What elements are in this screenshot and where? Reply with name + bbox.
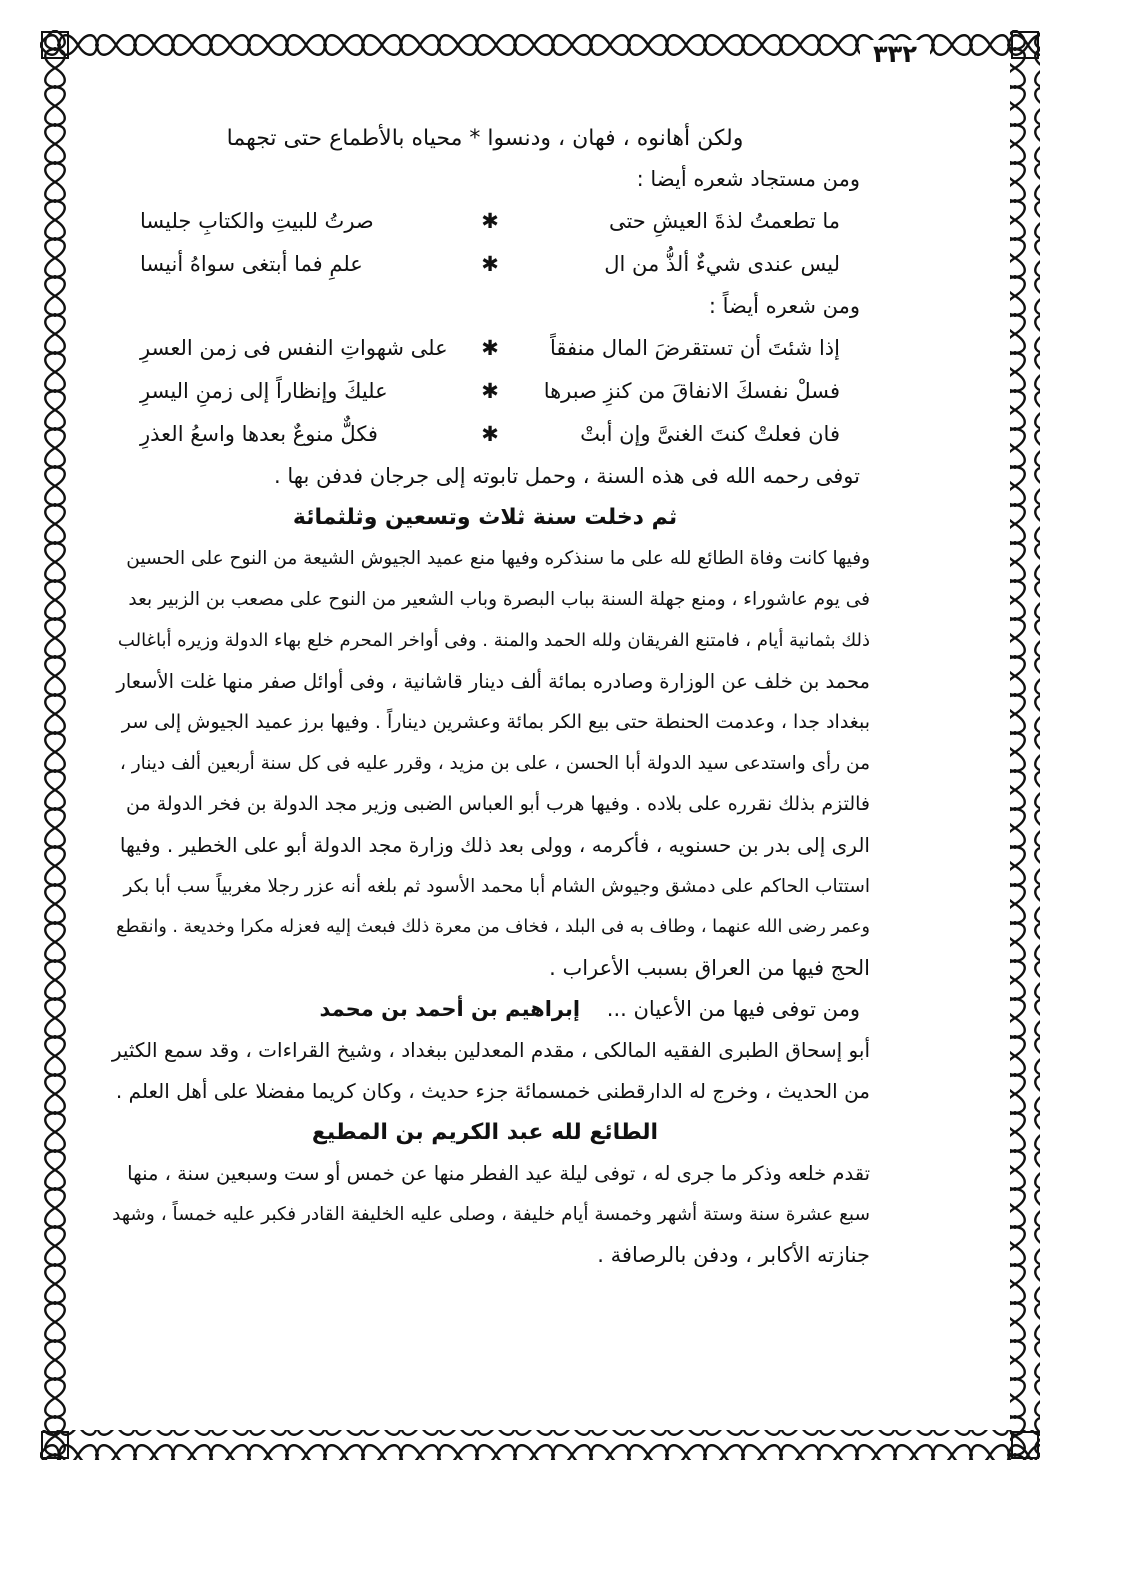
verse-second-hemistich: على شهواتِ النفس فى زمن العسرِ: [140, 336, 448, 360]
paragraph-taai: [110, 1153, 870, 1276]
verse-second-hemistich: فكلٌّ منوعٌ بعدها واسعُ العذرِ: [140, 422, 378, 446]
notables-intro: ومن توفى فيها من الأعيان ...: [606, 997, 860, 1021]
verse-first-hemistich: فان فعلتْ كنتَ الغنىَّ وإن أبتْ: [580, 422, 840, 446]
page-body: [110, 118, 870, 1276]
paragraph-ibrahim: [110, 1030, 870, 1112]
text-line: فالتزم بذلك نقرره على بلاده . وفيها هرب أبو العباس الضبى وزير مجد الدولة بن فخر الدولة من: [126, 793, 870, 815]
verse-separator-icon: ✱: [481, 336, 499, 360]
text-line: محمد بن خلف عن الوزارة وصادره بمائة ألف دينار قاشانية ، وفى أوائل صفر منها غلت الأسعار: [116, 670, 870, 693]
page-number: ٣٣٢: [860, 40, 930, 68]
verse-first-hemistich: ما تطعمتُ لذةَ العيشِ حتى: [608, 209, 840, 233]
text-line: أبو إسحاق الطبرى الفقيه المالكى ، مقدم المعدلين ببغداد ، وشيخ القراءات ، وقد سمع الكثير: [111, 1038, 870, 1062]
text-line: من رأى واستدعى سيد الدولة أبا الحسن ، على بن مزيد ، وقرر عليه فى كل سنة أربعين ألف دينار ،: [119, 753, 870, 774]
verse-second-hemistich: علمِ فما أبتغى سواهُ أنيسا: [140, 252, 363, 276]
text-line: الرى إلى بدر بن حسنويه ، فأكرمه ، وولى بعد ذلك وزارة مجد الدولة أبو على الخطير . وفيها: [119, 833, 870, 857]
verse-separator-icon: ✱: [481, 252, 499, 276]
text-line: سبع عشرة سنة وستة أشهر وخمسة أيام خليفة ، وصلى عليه الخليفة القادر فكبر عليه خمساً ، وشهد: [112, 1204, 870, 1225]
year-heading: ثم دخلت سنة ثلاث وتسعين وثلثمائة: [292, 505, 678, 530]
verse-line: [110, 200, 870, 243]
text-line: تقدم خلعه وذكر ما جرى له ، توفى ليلة عيد الفطر منها عن خمس أو ست وسبعين سنة ، منها: [127, 1162, 870, 1185]
text-line: ذلك بثمانية أيام ، فامتنع الفريقان ولله الحمد والمنة . وفى أواخر المحرم خلع بهاء الدولة وزيره أباغالب: [117, 630, 870, 651]
verse-second-hemistich: عليكَ وإنظاراً إلى زمنِ اليسرِ: [140, 379, 388, 403]
taai-heading: الطائع لله عبد الكريم بن المطيع: [311, 1120, 659, 1145]
text-line: جنازته الأكابر ، ودفن بالرصافة .: [597, 1243, 870, 1267]
verse-first-hemistich: ليس عندى شيءٌ ألذُّ من ال: [604, 252, 840, 276]
verse-separator-icon: ✱: [481, 422, 499, 446]
text-line: وفيها كانت وفاة الطائع لله على ما سنذكره وفيها منع عميد الجيوش الشيعة من النوح على الحسين: [126, 548, 870, 569]
verse-top: ولكن أهانوه ، فهان ، ودنسوا * محياه بالأطماع حتى تجهما: [226, 126, 744, 151]
text-line: من الحديث ، وخرج له الدارقطنى خمسمائة جزء حديث ، وكان كريما مفضلا على أهل العلم .: [115, 1079, 870, 1103]
notables-line: [110, 989, 870, 1030]
verse-separator-icon: ✱: [481, 209, 499, 233]
verse-second-hemistich: صرتُ للبيتِ والكتابِ جليسا: [140, 209, 374, 233]
verse-first-hemistich: فسلْ نفسكَ الانفاقَ من كنزِ صبرها: [543, 379, 840, 403]
paragraph-events: [110, 538, 870, 989]
text-line: ببغداد جدا ، وعدمت الحنطة حتى بيع الكر بمائة وعشرين ديناراً . وفيها برز عميد الجيوش إلى سر: [121, 711, 870, 733]
verse-line: [110, 413, 870, 456]
death-note: توفى رحمه الله فى هذه السنة ، وحمل تابوته إلى جرجان فدفن بها .: [274, 464, 860, 488]
text-line: وعمر رضى الله عنهما ، وطاف به فى البلد ، فخاف من معرة ذلك فبعث إليه فعزله مكرا وخديعة . وانقطع: [116, 917, 870, 937]
verse-line: [110, 370, 870, 413]
verse-line: [110, 243, 870, 286]
text-line: فى يوم عاشوراء ، ومنع جهلة السنة بباب البصرة وباب الشعير من النوح على مصعب بن الزبير بعد: [128, 589, 870, 610]
poetry-intro: ومن شعره أيضاً :: [708, 294, 860, 318]
notable-name: إبراهيم بن أحمد بن محمد: [319, 997, 581, 1021]
text-line: استتاب الحاكم على دمشق وجيوش الشام أبا محمد الأسود ثم بلغه أنه عزر رجلا مغربياً سب أبا بكر: [123, 876, 870, 897]
verse-separator-icon: ✱: [481, 379, 499, 403]
verse-line: [110, 327, 870, 370]
text-line: الحج فيها من العراق بسبب الأعراب .: [549, 956, 870, 980]
poetry-intro: ومن مستجاد شعره أيضا :: [636, 167, 860, 191]
verse-first-hemistich: إذا شئتَ أن تستقرضَ المال منفقاً: [550, 336, 840, 360]
